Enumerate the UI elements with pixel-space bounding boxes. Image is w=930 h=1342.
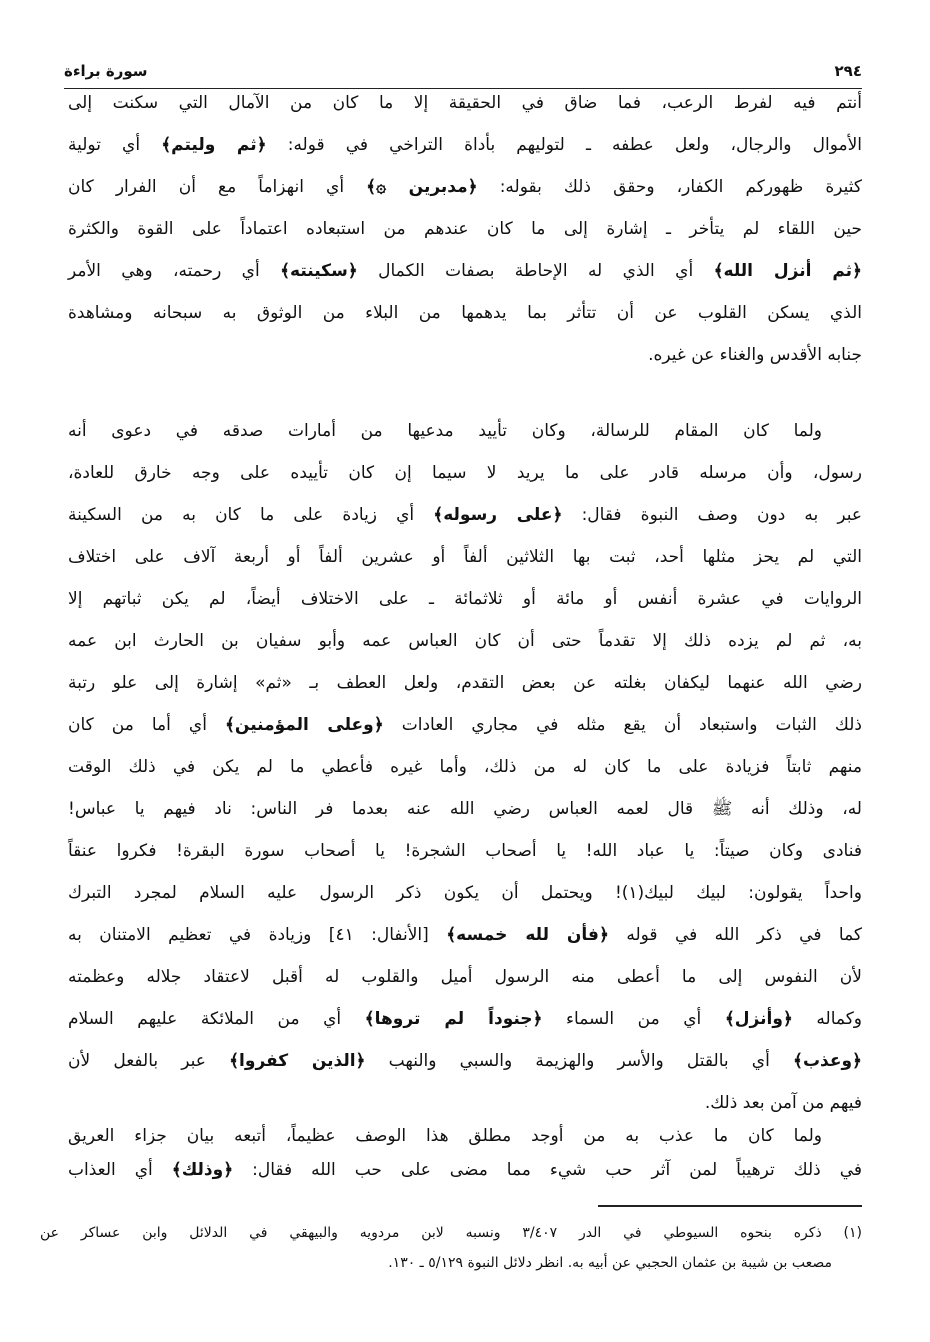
paragraph-2-line: التي لم يحز مثلها أحد، ثبت بها الثلاثين ألفاً أو عشرين ألفاً أو أربعة آلاف على اختلاف: [68, 547, 862, 567]
paragraph-2-line: له، وذلك أنه ﷺ قال لعمه العباس رضي الله عنه بعدما فر الناس: ناد فيهم يا عباس!: [68, 799, 862, 819]
paragraph-2-line: منهم ثابتاً فزيادة على ما كان له من ذلك، وأما غيره فأعطي ما لم يكن في ذلك الوقت: [68, 757, 862, 777]
quran-quote: ﴿وأنزل﴾: [724, 1009, 793, 1029]
paragraph-1-line: حين اللقاء لم يتأخر ـ إشارة إلى ما كان عندهم من استبعاده اعتماداً على القوة والكثرة: [68, 219, 862, 239]
paragraph-3-line: في ذلك ترهيباً لمن آثر حب شيء مما مضى على حب الله فقال: ﴿وذلك﴾ أي العذاب: [68, 1160, 862, 1180]
paragraph-2-line: فنادى وكان صيتاً: يا عباد الله! يا أصحاب الشجرة! يا أصحاب سورة البقرة! فكروا عنقاً: [68, 841, 862, 861]
paragraph-3-line: ولما كان ما عذب به من أوجد مطلق هذا الوصف عظيماً، أتبعه بيان جزاء العريق: [68, 1126, 822, 1146]
paragraph-1-line: جنابه الأقدس والغناء عن غيره.: [648, 345, 862, 365]
paragraph-1-line: أنتم فيه لفرط الرعب، فما ضاق في الحقيقة إلا ما كان من الآمال التي سكنت إلى: [68, 93, 862, 113]
paragraph-1-line: الأموال والرجال، ولعل عطفه ـ لتوليهم بأداة التراخي في قوله: ﴿ثم وليتم﴾ أي تولية: [68, 135, 863, 155]
paragraph-2-line: وكماله ﴿وأنزل﴾ أي من السماء ﴿جنوداً لم تروها﴾ أي من الملائكة عليهم السلام: [68, 1009, 863, 1029]
footnote-line: مصعب بن شيبة بن عثمان الحجبي عن أبيه به. انظر دلائل النبوة ٥/١٢٩ ـ ١٣٠.: [388, 1255, 832, 1271]
paragraph-2-line: به، ثم لم يزده ذلك إلا تقدماً حتى أن كان العباس عمه وأبو سفيان بن الحارث ابن عمه: [68, 631, 862, 651]
footnote-divider: [598, 1205, 862, 1207]
paragraph-1-line: ﴿ثم أنزل الله﴾ أي الذي له الإحاطة بصفات الكمال ﴿سكينته﴾ أي رحمته، وهي الأمر: [68, 261, 862, 281]
running-header-surah-title: سورة براءة: [64, 62, 148, 80]
paragraph-2-line: ذلك الثبات واستبعاد أن يقع مثله في مجاري العادات ﴿وعلى المؤمنين﴾ أي أما من كان: [68, 715, 862, 735]
paragraph-2-line: ﴿وعذب﴾ أي بالقتل والأسر والهزيمة والسبي والنهب ﴿الذين كفروا﴾ عبر بالفعل لأن: [68, 1051, 862, 1071]
quran-quote: ﴿وذلك﴾: [171, 1160, 234, 1180]
quran-quote: ﴿وعذب﴾: [792, 1051, 862, 1071]
footnote-line: (١) ذكره بنحوه السيوطي في الدر ٣/٤٠٧ ونسبه لابن مردويه والبيهقي في الدلائل وابن عساكر عن: [40, 1225, 862, 1241]
quran-quote: ﴿وعلى المؤمنين﴾: [224, 715, 384, 735]
quran-quote: ﴿فأن لله خمسه﴾: [446, 925, 609, 945]
paragraph-2-line: فيهم من آمن بعد ذلك.: [704, 1093, 862, 1113]
quran-quote: ﴿على رسوله﴾: [433, 505, 563, 525]
paragraph-1-line: الذي يسكن القلوب عن أن تتأثر بما يدهمها من البلاء من الوثوق به سبحانه ومشاهدة: [68, 303, 862, 323]
paragraph-1-line: كثيرة ظهوركم الكفار، وحقق ذلك بقوله: ﴿مدبرين ۞﴾ أي انهزاماً مع أن الفرار كان: [68, 177, 862, 197]
quran-quote: ﴿الذين كفروا﴾: [229, 1051, 366, 1071]
paragraph-2-line: عبر به دون وصف النبوة فقال: ﴿على رسوله﴾ أي زيادة على ما كان به من السكينة: [68, 505, 862, 525]
quran-quote: ﴿ثم وليتم﴾: [161, 135, 267, 155]
paragraph-2-line: كما في ذكر الله في قوله ﴿فأن لله خمسه﴾ [الأنفال: ٤١] وزيادة في تعظيم الامتنان به: [68, 925, 862, 945]
page-number: ٢٩٤: [834, 62, 862, 80]
paragraph-2-line: واحداً يقولون: لبيك لبيك(١)! ويحتمل أن يكون ذكر الرسول عليه السلام لمجرد التبرك: [68, 883, 862, 903]
paragraph-2-line: الروايات في عشرة أنفس أو مائة أو ثلاثمائة ـ على الاختلاف أيضاً، لم يكن ثباتهم إلا: [68, 589, 862, 609]
quran-quote: ﴿جنوداً لم تروها﴾: [364, 1009, 543, 1029]
quran-quote: ﴿ثم أنزل الله﴾: [713, 261, 862, 281]
paragraph-2-line: رسول، وأن مرسله قادر على ما يريد لا سيما إن كان تأييده على وجه خارق للعادة،: [68, 463, 862, 483]
paragraph-2-line: ولما كان المقام للرسالة، وكان تأييد مدعيها من أمارات صدقه في دعوى أنه: [68, 421, 822, 441]
quran-quote: ﴿سكينته﴾: [280, 261, 358, 281]
paragraph-2-line: لأن النفوس إلى ما أعطى منه الرسول أميل والقلوب له أقبل لاعتقاد جلاله وعظمته: [68, 967, 862, 987]
paragraph-2-line: رضي الله عنهما ليكفان بغلته عن بعض التقدم، ولعل العطف بـ «ثم» إشارة إلى علو رتبة: [68, 673, 862, 693]
quran-quote: ﴿مدبرين ۞﴾: [366, 177, 478, 197]
